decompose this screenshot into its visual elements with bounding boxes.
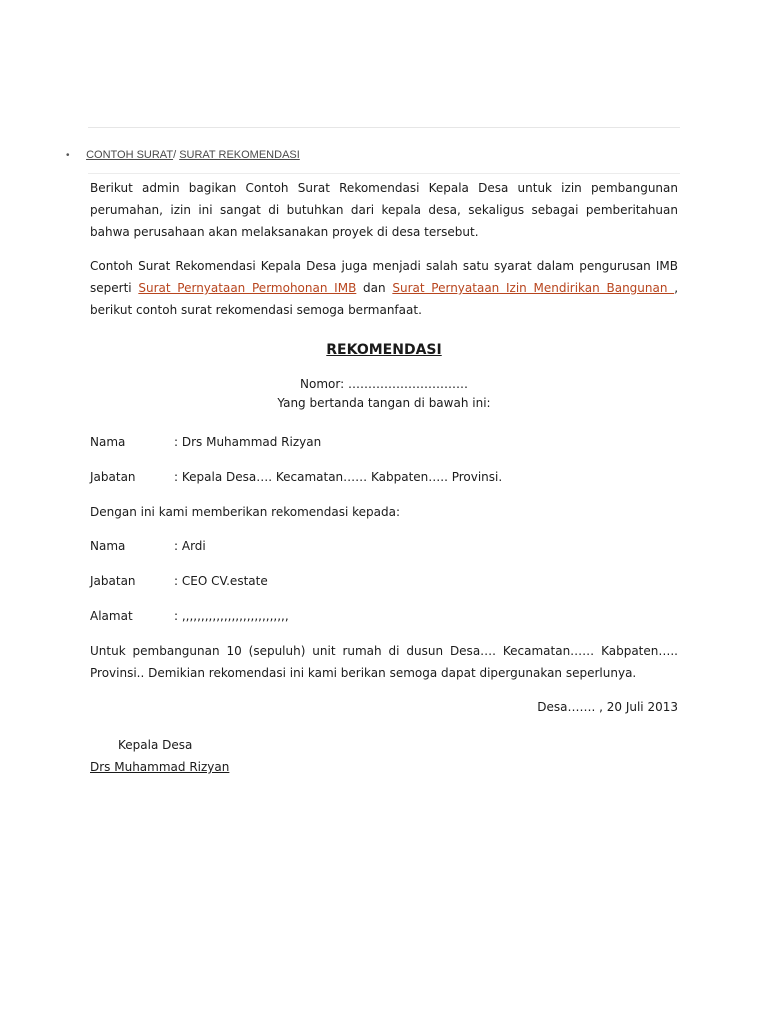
- recommend-line: Dengan ini kami memberikan rekomendasi kepada:: [90, 505, 401, 519]
- field-value: : Kepala Desa…. Kecamatan…… Kabpaten….. Provinsi.: [174, 470, 503, 484]
- field-label: Nama: [90, 435, 126, 449]
- field-label: Jabatan: [90, 574, 136, 588]
- intro2-tail: , berikut contoh surat rekomendasi semoga bermanfaat.: [90, 281, 679, 317]
- signer-name-row: [90, 431, 678, 453]
- field-label: Jabatan: [90, 470, 136, 484]
- breadcrumb: [66, 149, 300, 161]
- field-value: : ,,,,,,,,,,,,,,,,,,,,,,,,,,,,: [174, 609, 289, 623]
- signature-name: [90, 756, 678, 778]
- recipient-position-row: [90, 570, 678, 592]
- bullet-icon: •: [66, 150, 70, 161]
- field-label: Nama: [90, 539, 126, 553]
- letter-number: Nomor: …………………………: [300, 377, 468, 391]
- field-value: : CEO CV.estate: [174, 574, 268, 588]
- intro-paragraph-1: Berikut admin bagikan Contoh Surat Rekomendasi Kepala Desa untuk izin pembangunan perumahan, izin ini sangat di butuhkan dari kepala desa, sekaligus sebagai pemberitahuan bahwa perusahaan akan melaksanakan proyek di desa tersebut.: [90, 181, 678, 239]
- recipient-address-row: [90, 605, 678, 627]
- signature-role: Kepala Desa: [118, 738, 193, 752]
- intro2-mid: dan: [356, 281, 393, 295]
- signer-position-row: [90, 466, 678, 488]
- signature-name-text: Drs Muhammad Rizyan: [90, 760, 230, 774]
- recipient-name-row: [90, 535, 678, 557]
- field-label: Alamat: [90, 609, 133, 623]
- link-surat-pernyataan-permohonan-imb[interactable]: Surat Pernyataan Permohonan IMB: [138, 281, 357, 295]
- letter-opening: Yang bertanda tangan di bawah ini:: [277, 396, 491, 410]
- document-body: [90, 177, 678, 778]
- field-value: : Drs Muhammad Rizyan: [174, 435, 322, 449]
- field-value: : Ardi: [174, 539, 206, 553]
- breadcrumb-divider: [88, 173, 680, 174]
- closing-paragraph: Untuk pembangunan 10 (sepuluh) unit rumah di dusun Desa…. Kecamatan…… Kabpaten….. Provinsi.. Demikian rekomendasi ini kami berikan semoga dapat dipergunakan seperlunya.: [90, 644, 678, 680]
- letter-title: REKOMENDASI: [326, 342, 442, 358]
- breadcrumb-link-contoh-surat[interactable]: CONTOH SURAT: [86, 149, 174, 161]
- intro-paragraph-2: [90, 255, 678, 321]
- letter-date: Desa……. , 20 Juli 2013: [537, 700, 678, 714]
- breadcrumb-link-surat-rekomendasi[interactable]: SURAT REKOMENDASI: [179, 149, 300, 161]
- breadcrumb-separator: /: [173, 149, 177, 161]
- intro2-lead: Contoh Surat Rekomendasi Kepala Desa juga menjadi salah satu syarat dalam pengurusan IMB seperti: [90, 259, 678, 295]
- top-divider: [88, 127, 680, 128]
- link-surat-pernyataan-izin-mendirikan-bangunan[interactable]: Surat Pernyataan Izin Mendirikan Bangunan: [392, 281, 675, 295]
